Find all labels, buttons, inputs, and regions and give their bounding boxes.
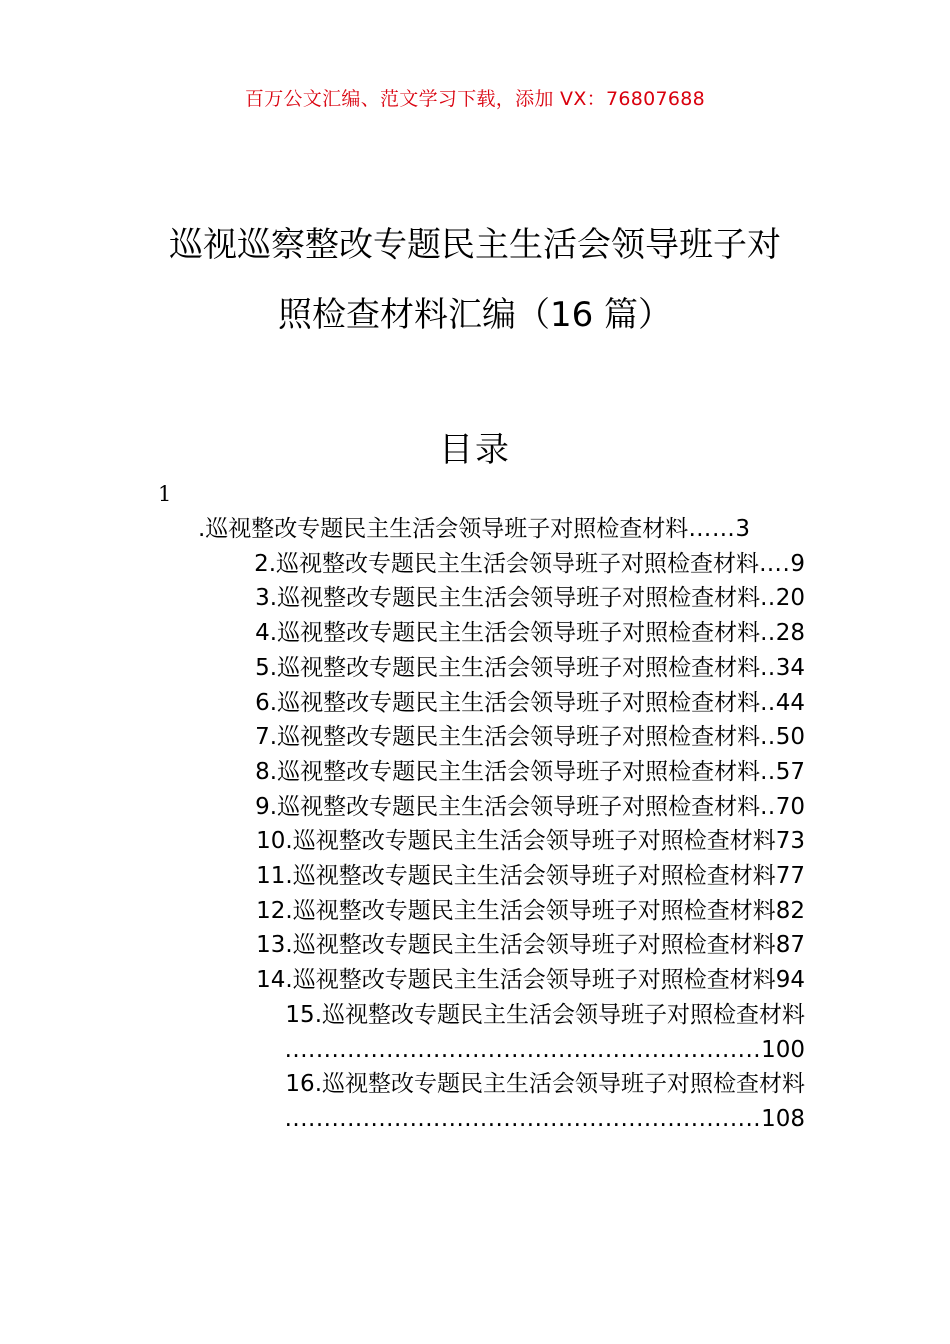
toc-entry[interactable] bbox=[145, 894, 805, 929]
toc-entry-label: .巡视整改专题民主生活会领导班子对照检查材料 bbox=[198, 516, 689, 542]
toc-entry[interactable] bbox=[145, 547, 805, 582]
toc-entry-page: 3 bbox=[735, 516, 750, 542]
toc-entry-leader: .. bbox=[760, 793, 776, 820]
toc-entry-page: 34 bbox=[775, 654, 805, 681]
toc-entry[interactable] bbox=[145, 963, 805, 998]
toc-entry-leader: …… bbox=[688, 516, 736, 542]
toc-entry-page: 20 bbox=[775, 585, 805, 612]
toc-entry[interactable] bbox=[145, 928, 805, 963]
toc-entry-leader: ............................................................. bbox=[284, 1036, 762, 1063]
toc-entry-leader: .. bbox=[760, 585, 776, 612]
toc-entry-label: 13.巡视整改专题民主生活会领导班子对照检查材料 bbox=[256, 932, 776, 959]
toc-entry-label: 12.巡视整改专题民主生活会领导班子对照检查材料 bbox=[256, 897, 776, 924]
toc-entry-page: 82 bbox=[775, 897, 805, 924]
toc-entry-page: 100 bbox=[761, 1036, 805, 1063]
toc-marker: 1 bbox=[158, 482, 172, 506]
header-note: 百万公文汇编、范文学习下载，添加 VX：76807688 bbox=[244, 88, 706, 110]
toc-entry-page: 87 bbox=[775, 932, 805, 959]
toc-entry-label: 2.巡视整改专题民主生活会领导班子对照检查材料 bbox=[254, 550, 760, 577]
toc-entry-continuation[interactable] bbox=[145, 1102, 805, 1137]
toc-entry-page: 77 bbox=[775, 863, 805, 890]
toc-entry-label: 6.巡视整改专题民主生活会领导班子对照检查材料 bbox=[255, 689, 761, 716]
toc-entry-label: 8.巡视整改专题民主生活会领导班子对照检查材料 bbox=[255, 758, 761, 785]
toc-heading: 目录 bbox=[439, 430, 511, 470]
toc-entry-label: 3.巡视整改专题民主生活会领导班子对照检查材料 bbox=[255, 585, 761, 612]
document-title-line-2: 照检查材料汇编（16 篇） bbox=[277, 295, 673, 335]
toc-entry-page: 28 bbox=[775, 620, 805, 647]
document-title-line-1: 巡视巡察整改专题民主生活会领导班子对 bbox=[169, 225, 781, 265]
toc-entry[interactable] bbox=[145, 755, 805, 790]
toc-entry-page: 108 bbox=[761, 1105, 805, 1132]
toc-entry-leader: .. bbox=[760, 620, 776, 647]
toc-entry-page: 50 bbox=[775, 724, 805, 751]
toc-entry-label: 16.巡视整改专题民主生活会领导班子对照检查材料 bbox=[285, 1071, 805, 1098]
toc-entry-label: 9.巡视整改专题民主生活会领导班子对照检查材料 bbox=[255, 793, 761, 820]
toc-entry-page: 70 bbox=[775, 793, 805, 820]
toc-entry-page: 73 bbox=[775, 828, 805, 855]
toc-entry[interactable] bbox=[145, 581, 805, 616]
toc-entry-leader: .. bbox=[760, 654, 776, 681]
toc-entry[interactable] bbox=[145, 720, 805, 755]
toc-entry[interactable] bbox=[145, 998, 805, 1033]
toc-entry-label: 14.巡视整改专题民主生活会领导班子对照检查材料 bbox=[256, 967, 776, 994]
toc-entry[interactable] bbox=[145, 1067, 805, 1102]
toc-entry-page: 9 bbox=[790, 550, 805, 577]
table-of-contents bbox=[145, 512, 805, 1137]
toc-entry-label: 5.巡视整改专题民主生活会领导班子对照检查材料 bbox=[255, 654, 761, 681]
document-title bbox=[0, 210, 950, 350]
toc-entry-leader: .. bbox=[760, 758, 776, 785]
toc-entry-continuation[interactable] bbox=[145, 1033, 805, 1068]
toc-entry[interactable] bbox=[145, 651, 805, 686]
toc-entry-label: 15.巡视整改专题民主生活会领导班子对照检查材料 bbox=[285, 1001, 805, 1028]
toc-entry[interactable] bbox=[145, 512, 805, 547]
toc-entry-leader: .. bbox=[760, 724, 776, 751]
toc-entry-label: 11.巡视整改专题民主生活会领导班子对照检查材料 bbox=[256, 863, 776, 890]
toc-entry-leader: …. bbox=[759, 550, 791, 577]
toc-entry[interactable] bbox=[145, 859, 805, 894]
toc-entry[interactable] bbox=[145, 824, 805, 859]
toc-entry[interactable] bbox=[145, 686, 805, 721]
toc-entry-label: 7.巡视整改专题民主生活会领导班子对照检查材料 bbox=[255, 724, 761, 751]
toc-entry-leader: ............................................................. bbox=[284, 1105, 762, 1132]
toc-entry-label: 4.巡视整改专题民主生活会领导班子对照检查材料 bbox=[255, 620, 761, 647]
toc-entry-page: 94 bbox=[775, 967, 805, 994]
toc-entry-page: 44 bbox=[775, 689, 805, 716]
toc-entry[interactable] bbox=[145, 616, 805, 651]
toc-entry-page: 57 bbox=[775, 758, 805, 785]
toc-entry-label: 10.巡视整改专题民主生活会领导班子对照检查材料 bbox=[256, 828, 776, 855]
toc-entry-leader: .. bbox=[760, 689, 776, 716]
toc-entry[interactable] bbox=[145, 790, 805, 825]
